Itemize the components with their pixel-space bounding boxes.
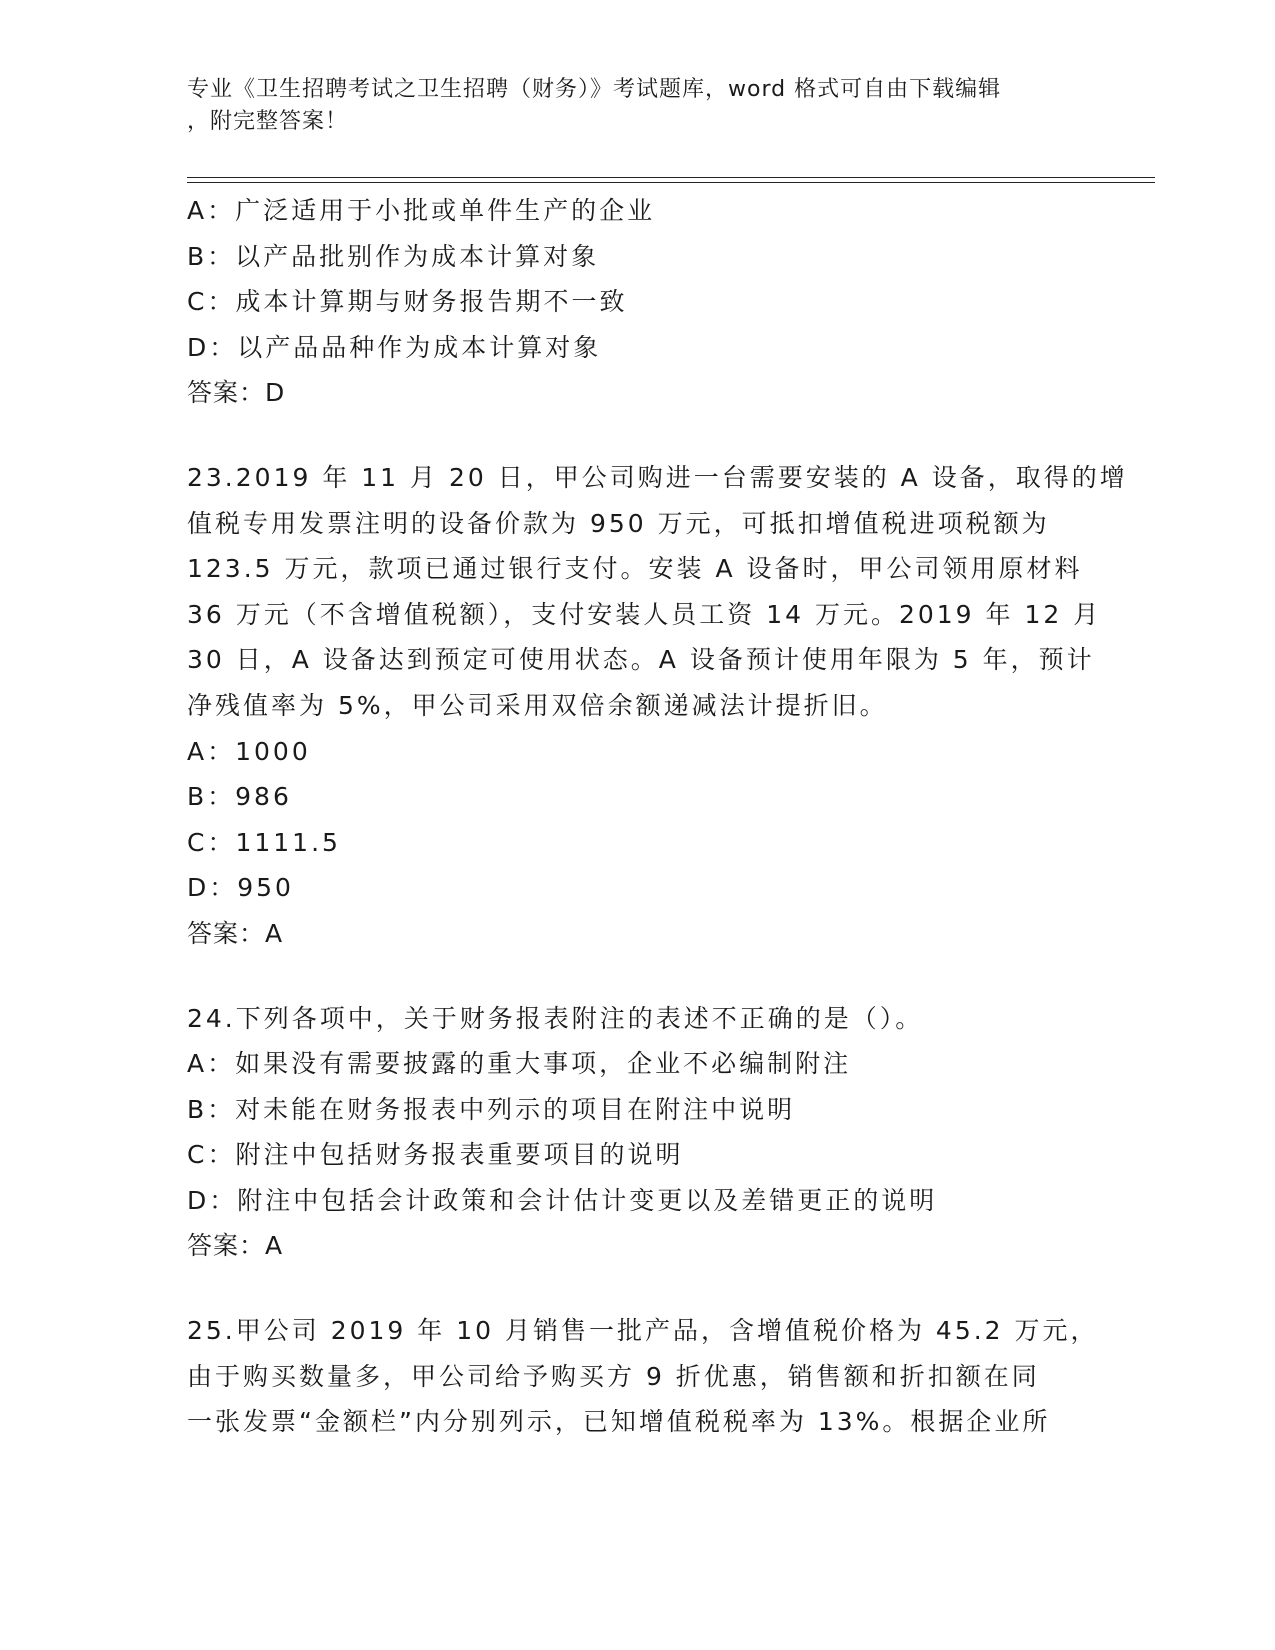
question-stem-line: 净残值率为 5%，甲公司采用双倍余额递减法计提折旧。 (187, 690, 888, 720)
spacer (187, 1269, 1087, 1308)
option-d: D：950 (187, 873, 294, 903)
header-divider (187, 177, 1155, 183)
question-24 (187, 996, 1087, 1270)
option-c: C：1111.5 (187, 827, 341, 857)
option-b: B：对未能在财务报表中列示的项目在附注中说明 (187, 1094, 796, 1124)
question-stem-line: 23.2019 年 11 月 20 日，甲公司购进一台需要安装的 A 设备，取得的增 (187, 462, 1128, 492)
question-stem-line: 25.甲公司 2019 年 10 月销售一批产品，含增值税价格为 45.2 万元， (187, 1316, 1099, 1346)
question-stem-line: 30 日，A 设备达到预定可使用状态。A 设备预计使用年限为 5 年，预计 (187, 645, 1095, 675)
answer: 答案：A (187, 1231, 284, 1261)
option-b: B：986 (187, 782, 292, 812)
header-line-1: 专业《卫生招聘考试之卫生招聘（财务）》考试题库，word 格式可自由下载编辑 (187, 77, 1002, 102)
option-a: A：1000 (187, 736, 311, 766)
question-23 (187, 455, 1128, 957)
question-stem-line: 123.5 万元，款项已通过银行支付。安装 A 设备时，甲公司领用原材料 (187, 554, 1083, 584)
question-stem-line: 由于购买数量多，甲公司给予购买方 9 折优惠，销售额和折扣额在同 (187, 1361, 1040, 1391)
option-c: C：附注中包括财务报表重要项目的说明 (187, 1140, 684, 1170)
question-stem-line: 24.下列各项中，关于财务报表附注的表述不正确的是（）。 (187, 1003, 924, 1033)
question-25 (187, 1308, 1099, 1445)
question-stem-line: 值税专用发票注明的设备价款为 950 万元，可抵扣增值税进项税额为 (187, 508, 1050, 538)
spacer (187, 957, 1087, 996)
option-b: B：以产品批别作为成本计算对象 (187, 241, 600, 271)
document-header (187, 74, 1087, 138)
question-stem-line: 一张发票“金额栏”内分别列示，已知增值税税率为 13%。根据企业所 (187, 1407, 1051, 1437)
option-d: D：以产品品种作为成本计算对象 (187, 332, 602, 362)
answer: 答案：A (187, 918, 284, 948)
spacer (187, 416, 1087, 455)
answer: 答案：D (187, 378, 286, 408)
question-list (187, 188, 1128, 1445)
option-c: C：成本计算期与财务报告期不一致 (187, 287, 628, 317)
question-stem-line: 36 万元（不含增值税额），支付安装人员工资 14 万元。2019 年 12 月 (187, 599, 1102, 629)
option-a: A：如果没有需要披露的重大事项，企业不必编制附注 (187, 1049, 852, 1079)
question-22 (187, 188, 1087, 416)
option-d: D：附注中包括会计政策和会计估计变更以及差错更正的说明 (187, 1185, 938, 1215)
header-line-2: ，附完整答案！ (187, 109, 349, 134)
option-a: A：广泛适用于小批或单件生产的企业 (187, 196, 656, 225)
